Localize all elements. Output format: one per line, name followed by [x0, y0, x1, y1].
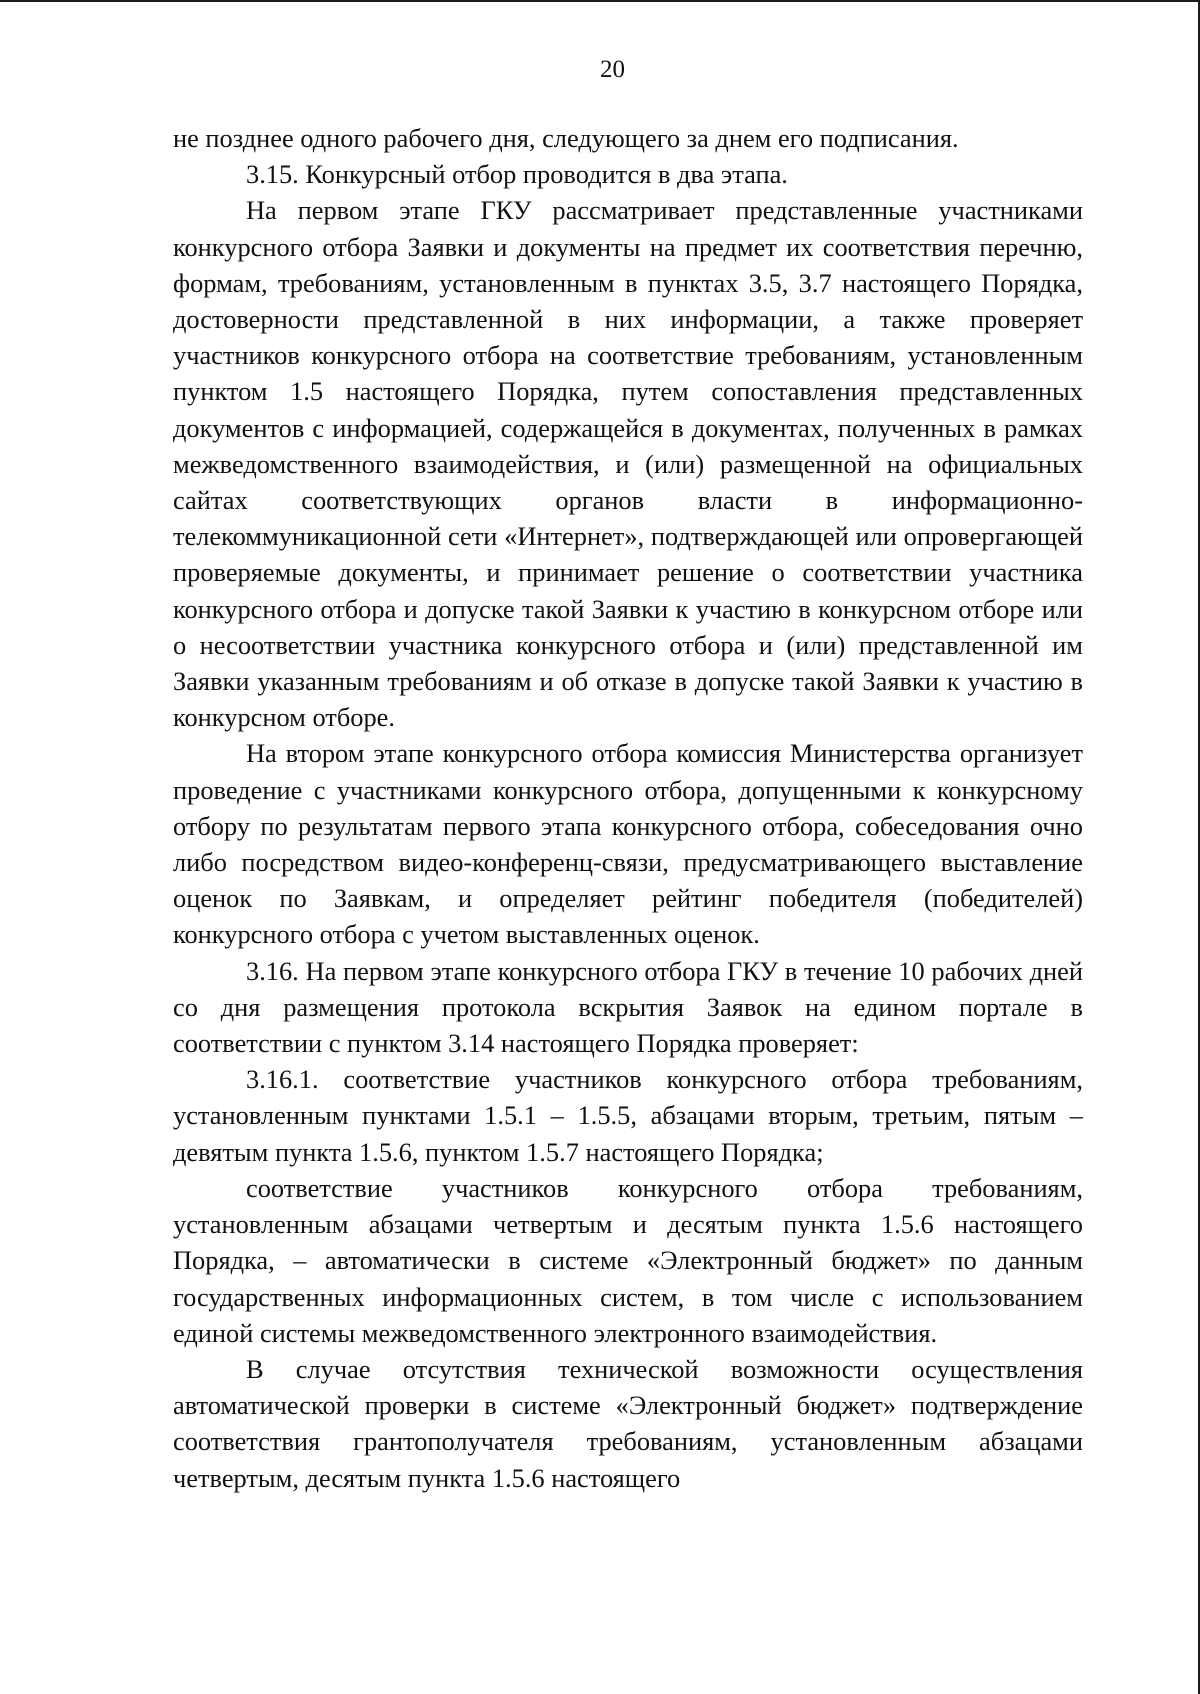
paragraph-second-stage: На втором этапе конкурсного отбора комиссия Министерства организует проведение с участниками конкурсного отбора, допущенными к конкурсному отбору по результатам первого этапа конкурсного отбора, собеседования очно либо посредством видео-конференц-связи, предусматривающего выставление оценок по Заявкам, и определяет рейтинг победителя (победителей) конкурсного отбора с учетом выставленных оценок. [173, 738, 1083, 950]
paragraph-3-16: 3.16. На первом этапе конкурсного отбора ГКУ в течение 10 рабочих дней со дня размещения протокола вскрытия Заявок на едином портале в соответствии с пунктом 3.14 настоящего Порядка проверяет: [173, 955, 1083, 1059]
paragraph-automatic-check: соответствие участников конкурсного отбора требованиям, установленным абзацами четвертым и десятым пункта 1.5.6 настоящего Порядка, – автоматически в системе «Электронный бюджет» по данным государственных информационных систем, в том числе с использованием единой системы межведомственного электронного взаимодействия. [173, 1172, 1083, 1348]
page-number: 20 [600, 56, 625, 83]
paragraph-first-stage: На первом этапе ГКУ рассматривает представленные участниками конкурсного отбора Заявки и документы на предмет их соответствия перечню, формам, требованиям, установленным в пунктах 3.5, 3.7 настоящего Порядка, достоверности представленной в них информации, а также проверяет участников конкурсного отбора на соответствие требованиям, установленным пунктом 1.5 настоящего Порядка, путем сопоставления представленных документов с информацией, содержащейся в документах, полученных в рамках межведомственного взаимодействия, и (или) размещенной на официальных сайтах соответствующих органов власти в информационно-телекоммуникационной сети «Интернет», подтверждающей или опровергающей проверяемые документы, и принимает решение о соответствии участника конкурсного отбора и допуске такой Заявки к участию в конкурсном отборе или о несоответствии участника конкурсного отбора и (или) представленной им Заявки указанным требованиям и об отказе в допуске такой Заявки к участию в конкурсном отборе. [173, 195, 1083, 733]
paragraph-no-technical-possibility: В случае отсутствия технической возможности осуществления автоматической проверки в системе «Электронный бюджет» подтверждение соответствия грантополучателя требованиям, установленным абзацами четвертым, десятым пункта 1.5.6 настоящего [173, 1353, 1083, 1493]
document-body [173, 120, 1083, 1496]
paragraph-continuation: не позднее одного рабочего дня, следующего за днем его подписания. [173, 123, 959, 153]
paragraph-3-15: 3.15. Конкурсный отбор проводится в два этапа. [246, 159, 788, 190]
paragraph-3-16-1: 3.16.1. соответствие участников конкурсного отбора требованиям, установленным пунктами 1.5.1 – 1.5.5, абзацами вторым, третьим, пятым – девятым пункта 1.5.6, пунктом 1.5.7 настоящего Порядка; [173, 1064, 1083, 1167]
